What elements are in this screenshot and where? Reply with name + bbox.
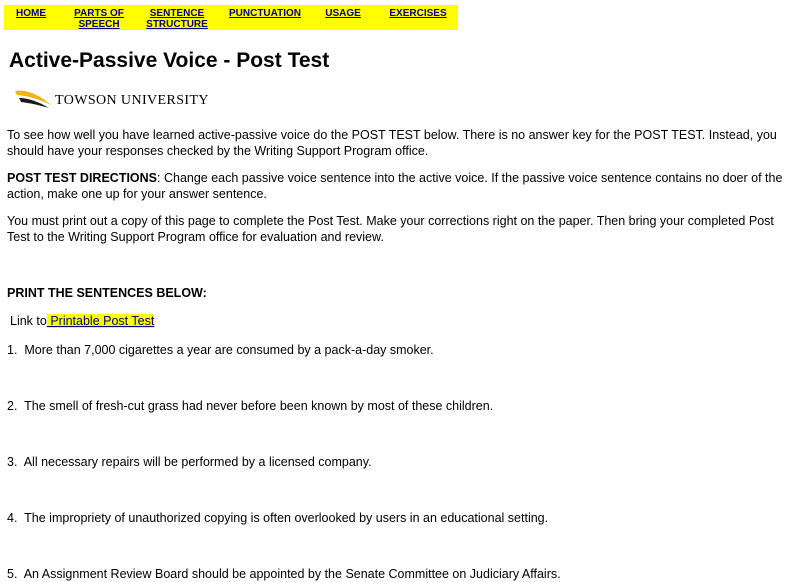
printable-post-test-link[interactable]: Printable Post Test — [46, 314, 155, 328]
sentence-number: 4. — [7, 511, 18, 525]
sentence-number: 5. — [7, 567, 18, 581]
nav-home-link[interactable]: HOME — [16, 8, 46, 19]
sentence-item — [7, 398, 797, 414]
link-prefix: Link to — [10, 314, 47, 328]
sentence-item — [7, 510, 797, 526]
print-note-paragraph: You must print out a copy of this page to complete the Post Test. Make your corrections right on the paper. Then bring your completed Post Test to the Writing Support Program office for evaluation and review. — [7, 214, 774, 244]
towson-university-logo — [13, 86, 213, 114]
sentence-text: All necessary repairs will be performed by a licensed company. — [23, 455, 372, 469]
directions-label: POST TEST DIRECTIONS — [7, 171, 158, 185]
sentence-text: The impropriety of unauthorized copying is often overlooked by users in an educational setting. — [24, 511, 549, 525]
nav-punctuation-link[interactable]: PUNCTUATION — [228, 8, 302, 19]
top-nav-bar — [4, 5, 458, 30]
page-title: Active-Passive Voice - Post Test — [9, 49, 330, 72]
printable-link-line — [10, 313, 800, 329]
nav-usage-link[interactable]: USAGE — [325, 8, 361, 19]
towson-tiger-stripe-icon — [13, 86, 57, 114]
intro-paragraph: To see how well you have learned active-passive voice do the POST TEST below. There is no answer key for the POST TEST. Instead, you should have your responses checked by the Writing Support Program office. — [7, 128, 777, 158]
sentence-number: 1. — [7, 343, 18, 357]
directions-paragraph — [7, 170, 797, 202]
directions-text: : Change each passive voice sentence into the active voice. If the passive voice sentence contains no doer of the action, make one up for your answer sentence. — [7, 171, 783, 201]
sentence-number: 2. — [7, 399, 18, 413]
sentence-text: The smell of fresh-cut grass had never before been known by most of these children. — [24, 399, 494, 413]
sentence-text: An Assignment Review Board should be appointed by the Senate Committee on Judiciary Affairs. — [23, 567, 561, 581]
print-heading: PRINT THE SENTENCES BELOW: — [7, 286, 207, 300]
nav-exercises-link[interactable]: EXERCISES — [389, 8, 447, 19]
nav-parts-of-speech-link[interactable]: PARTS OF SPEECH — [74, 8, 124, 30]
sentence-number: 3. — [7, 455, 18, 469]
sentence-item — [7, 454, 797, 470]
sentence-text: More than 7,000 cigarettes a year are consumed by a pack-a-day smoker. — [24, 343, 434, 357]
sentence-item — [7, 342, 797, 358]
nav-sentence-structure-link[interactable]: SENTENCE STRUCTURE — [146, 8, 208, 30]
logo-text: TOWSON UNIVERSITY — [55, 93, 209, 108]
